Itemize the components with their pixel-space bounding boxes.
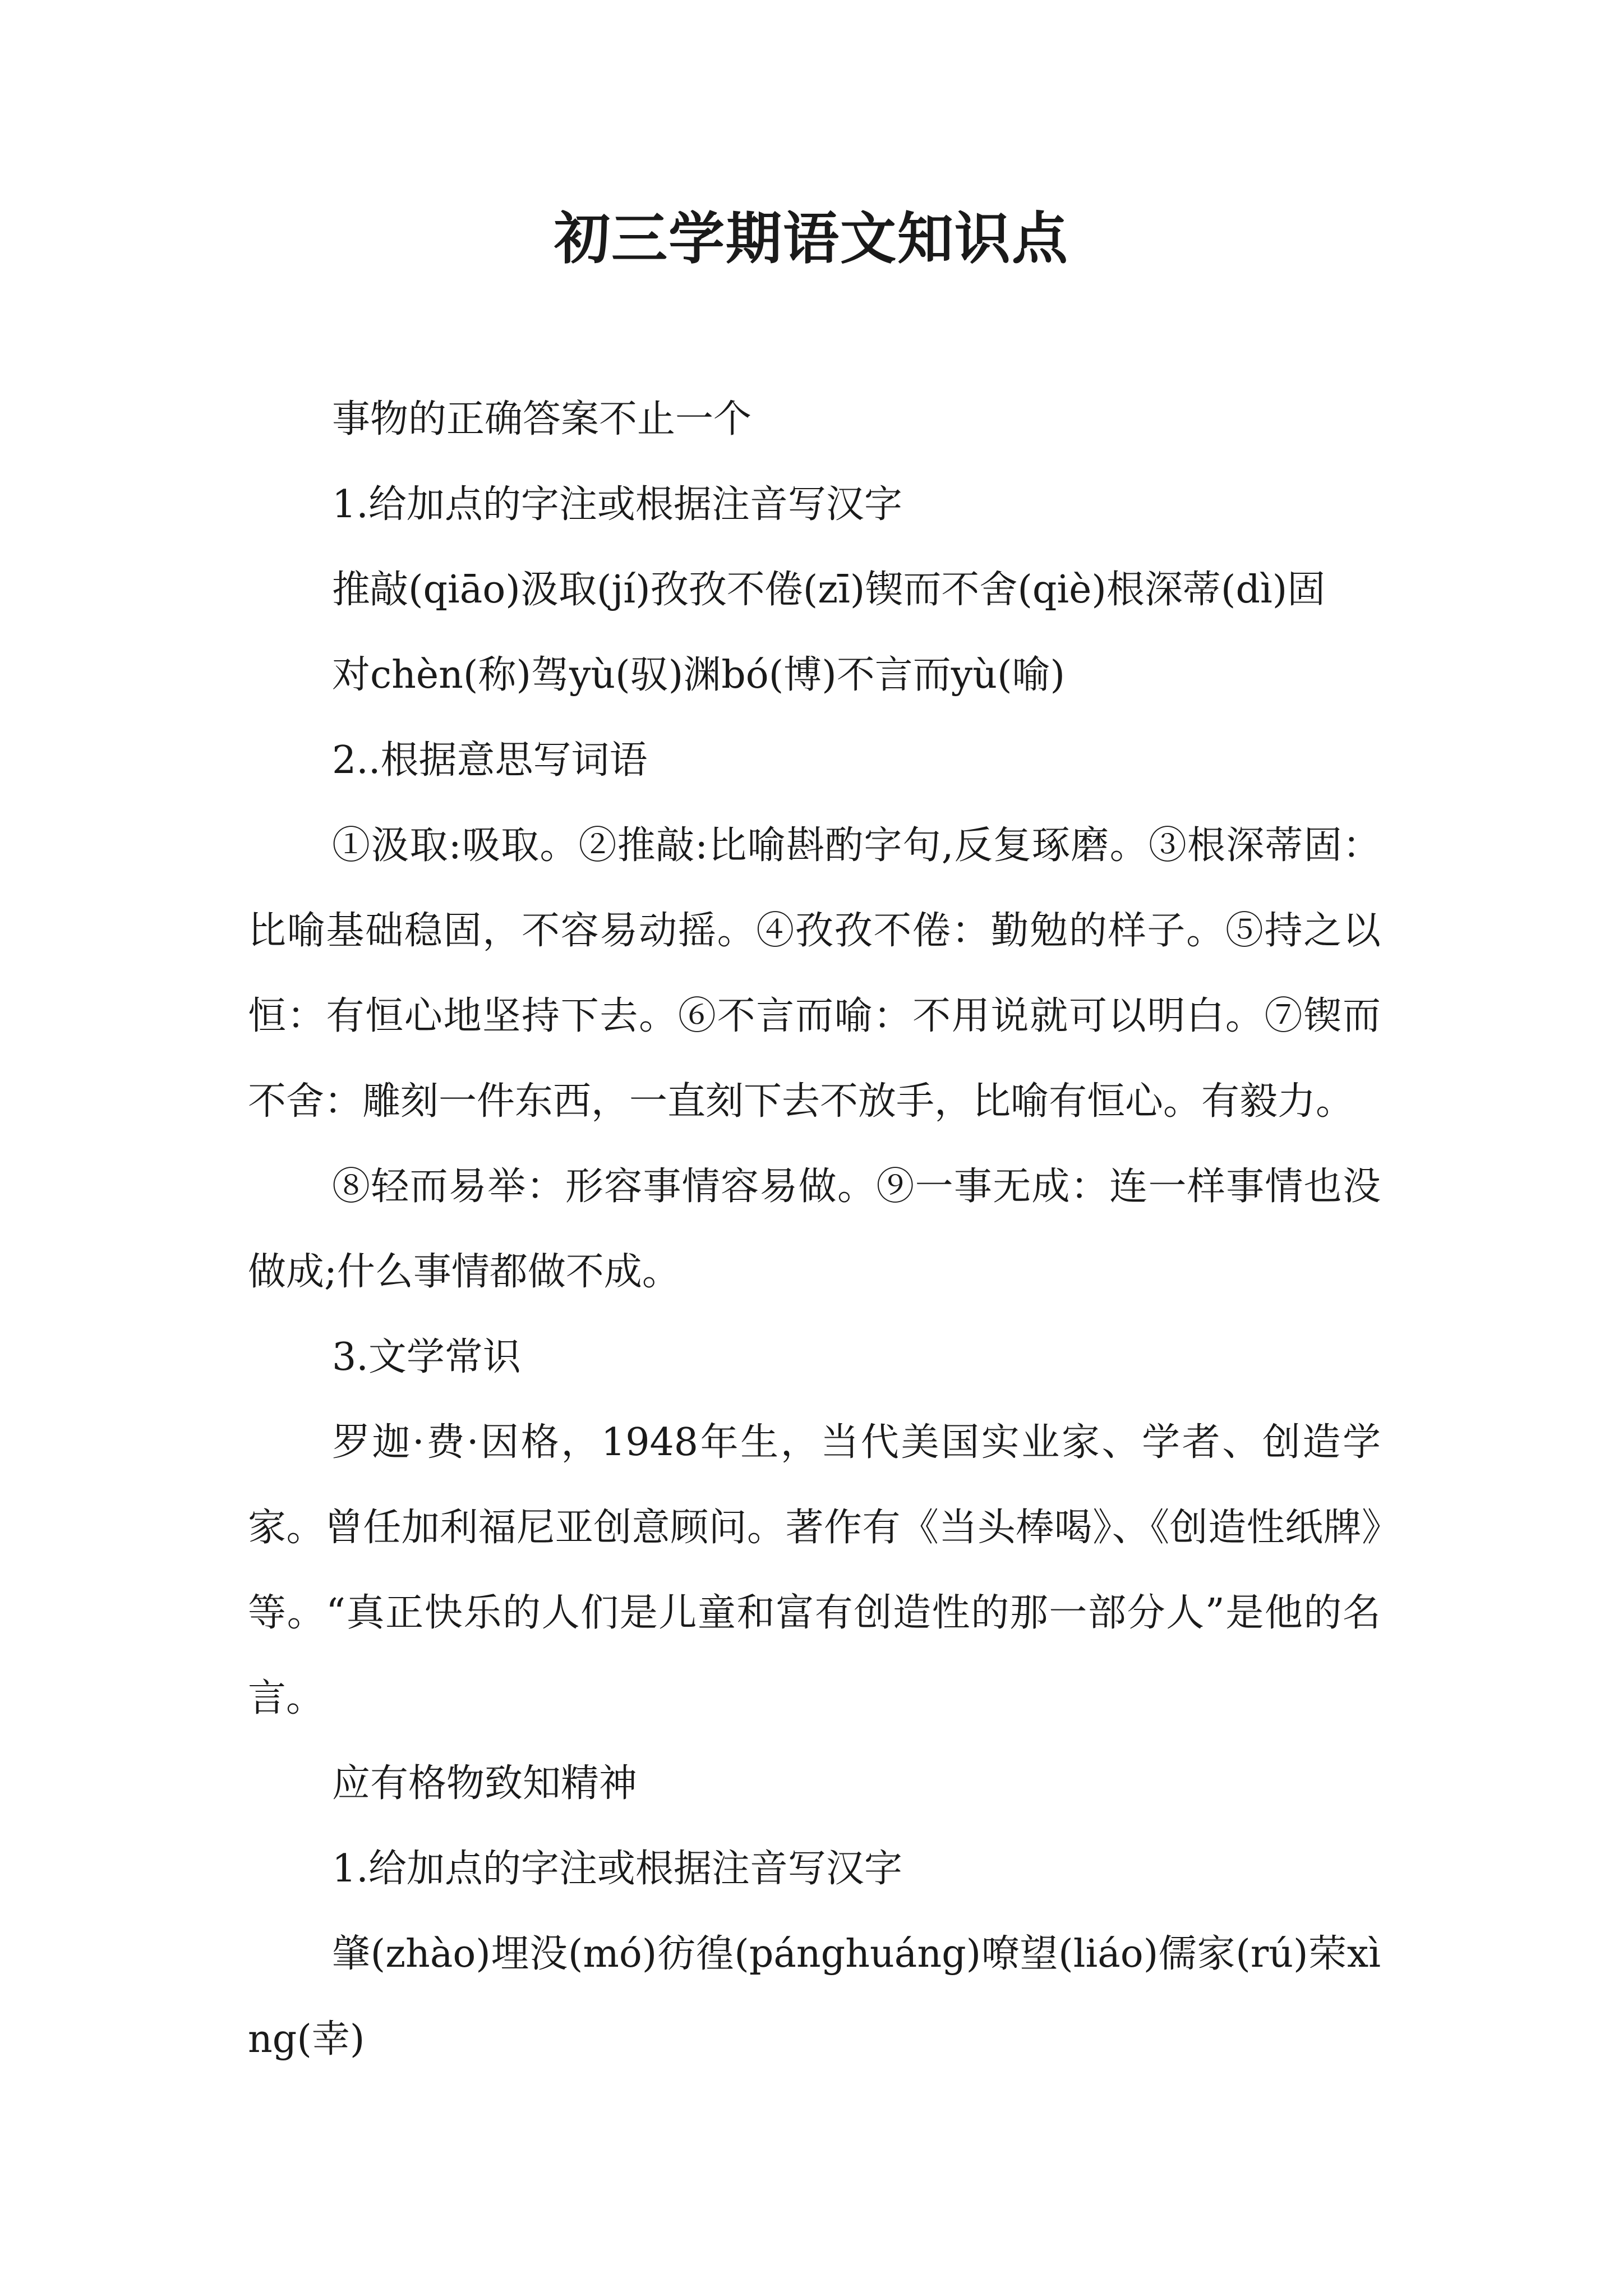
pinyin-paragraph: 推敲(qiāo)汲取(jí)孜孜不倦(zī)锲而不舍(qiè)根深蒂(dì)固	[332, 568, 1326, 612]
exercise-heading: 1.给加点的字注或根据注音写汉字	[332, 1847, 902, 1891]
exercise-heading: 3.文学常识	[332, 1335, 521, 1379]
exercise-heading: 2..根据意思写词语	[332, 738, 648, 783]
definitions-paragraph: ⑧轻而易举：形容事情容易做。⑨一事无成：连一样事情也没做成;什么事情都做不成。	[248, 1165, 1381, 1294]
section-heading-2: 应有格物致知精神	[332, 1761, 638, 1806]
exercise-heading: 1.给加点的字注或根据注音写汉字	[332, 482, 902, 527]
section-heading-1: 事物的正确答案不止一个	[332, 397, 752, 441]
document-title: 初三学期语文知识点	[554, 205, 1069, 272]
literature-paragraph: 罗迦·费·因格，1948年生，当代美国实业家、学者、创造学家。曾任加利福尼亚创意顾问。著作有《当头棒喝》、《创造性纸牌》等。“真正快乐的人们是儿童和富有创造性的那一部分人”是他的名言。	[248, 1420, 1381, 1720]
pinyin-paragraph: 肇(zhào)埋没(mó)彷徨(pánghuáng)嘹望(liáo)儒家(rú)荣xìng(幸)	[248, 1932, 1381, 2062]
definitions-paragraph: ①汲取:吸取。②推敲:比喻斟酌字句,反复琢磨。③根深蒂固：比喻基础稳固，不容易动摇。④孜孜不倦：勤勉的样子。⑤持之以恒：有恒心地坚持下去。⑥不言而喻：不用说就可以明白。⑦锲而不舍：雕刻一件东西，一直刻下去不放手，比喻有恒心。有毅力。	[248, 823, 1381, 1124]
document-body	[248, 377, 1381, 2082]
pinyin-paragraph: 对chèn(称)驾yù(驭)渊bó(博)不言而yù(喻)	[332, 653, 1066, 697]
